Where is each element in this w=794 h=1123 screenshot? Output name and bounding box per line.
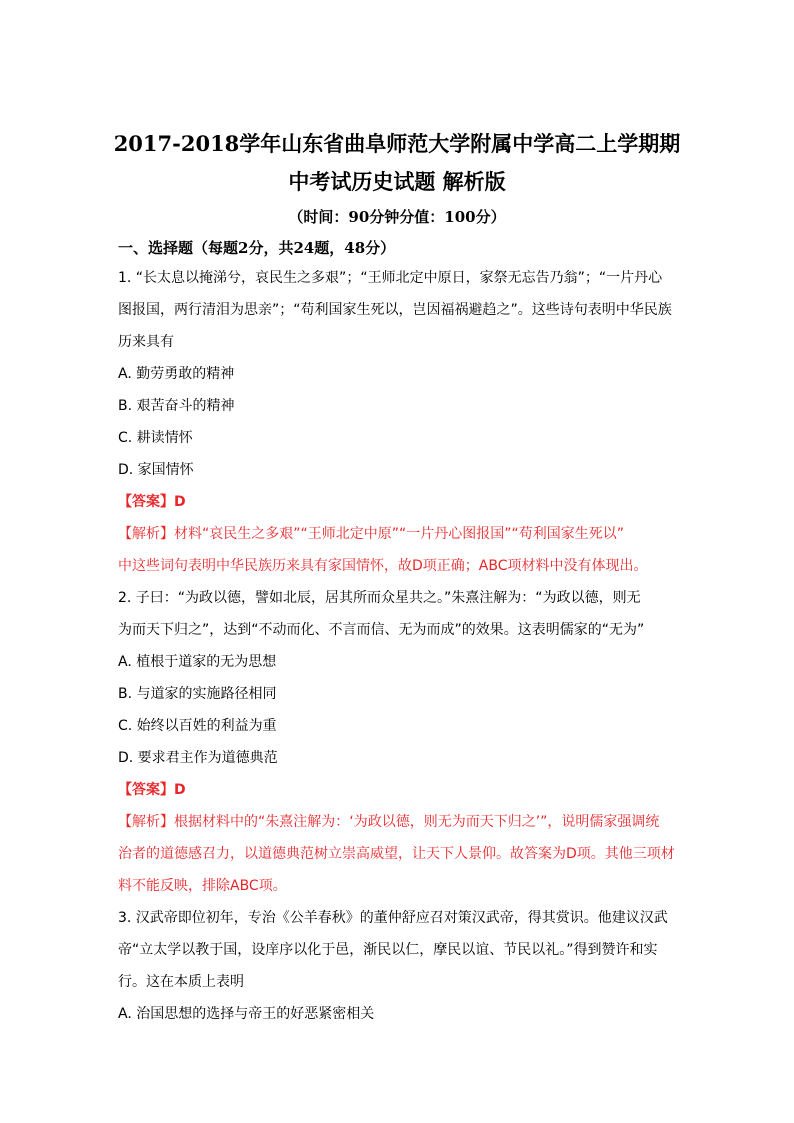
q2-analysis-line: 【解析】根据材料中的“朱熹注解为：‘为政以德，则无为而天下归之’”，说明儒家强调统 <box>118 814 660 830</box>
q2-option-d: D. 要求君主作为道德典范 <box>118 750 278 766</box>
q3-stem-line: 3. 汉武帝即位初年，专治《公羊春秋》的董仲舒应召对策汉武帝，得其赏识。他建议汉武 <box>118 910 668 926</box>
q1-option-a: A. 勤劳勇敢的精神 <box>118 366 235 382</box>
q2-stem-line: 为而天下归之”，达到“不动而化、不言而信、无为而成”的效果。这表明儒家的“无为” <box>118 622 645 638</box>
q1-answer: 【答案】D <box>118 494 186 510</box>
q2-option-b: B. 与道家的实施路径相同 <box>118 686 277 702</box>
q1-option-b: B. 艰苦奋斗的精神 <box>118 398 235 414</box>
q3-option-a: A. 治国思想的选择与帝王的好恶紧密相关 <box>118 1006 375 1022</box>
q3-stem-line: 行。这在本质上表明 <box>118 974 244 990</box>
q2-analysis-line: 治者的道德感召力，以道德典范树立崇高威望，让天下人景仰。故答案为D项。其他三项材 <box>118 846 675 862</box>
q1-stem-line: 图报国，两行清泪为思亲”；“苟利国家生死以，岂因福祸避趋之”。这些诗句表明中华民族 <box>118 302 672 318</box>
section-heading: 一、选择题（每题2分，共24题，48分） <box>118 239 396 257</box>
subtitle: （时间：90分钟分值：100分） <box>288 208 506 226</box>
q2-answer: 【答案】D <box>118 782 186 798</box>
q2-option-c: C. 始终以百姓的利益为重 <box>118 718 277 734</box>
q2-option-a: A. 植根于道家的无为思想 <box>118 654 277 670</box>
q1-analysis-line: 中这些词句表明中华民族历来具有家国情怀，故D项正确；ABC项材料中没有体现出。 <box>118 558 648 574</box>
q1-analysis-line: 【解析】材料“哀民生之多艰”“王师北定中原”“一片丹心图报国”“苟利国家生死以” <box>118 526 625 542</box>
q1-stem-line: 历来具有 <box>118 334 174 350</box>
title-line-2: 中考试历史试题 解析版 <box>288 169 506 194</box>
q1-option-c: C. 耕读情怀 <box>118 430 193 446</box>
q2-stem-line: 2. 子曰：“为政以德，譬如北辰，居其所而众星共之。”朱熹注解为：“为政以德，则无 <box>118 590 641 606</box>
q3-stem-line: 帝“立太学以教于国，设庠序以化于邑，渐民以仁，摩民以谊、节民以礼。”得到赞许和实 <box>118 942 658 958</box>
q2-analysis-line: 料不能反映，排除ABC项。 <box>118 878 287 894</box>
q1-option-d: D. 家国情怀 <box>118 462 194 478</box>
title-line-1: 2017-2018学年山东省曲阜师范大学附属中学高二上学期期 <box>113 131 681 156</box>
q1-stem-line: 1. “长太息以掩涕兮，哀民生之多艰”；“王师北定中原日，家祭无忘告乃翁”；“一片丹心 <box>118 270 663 286</box>
